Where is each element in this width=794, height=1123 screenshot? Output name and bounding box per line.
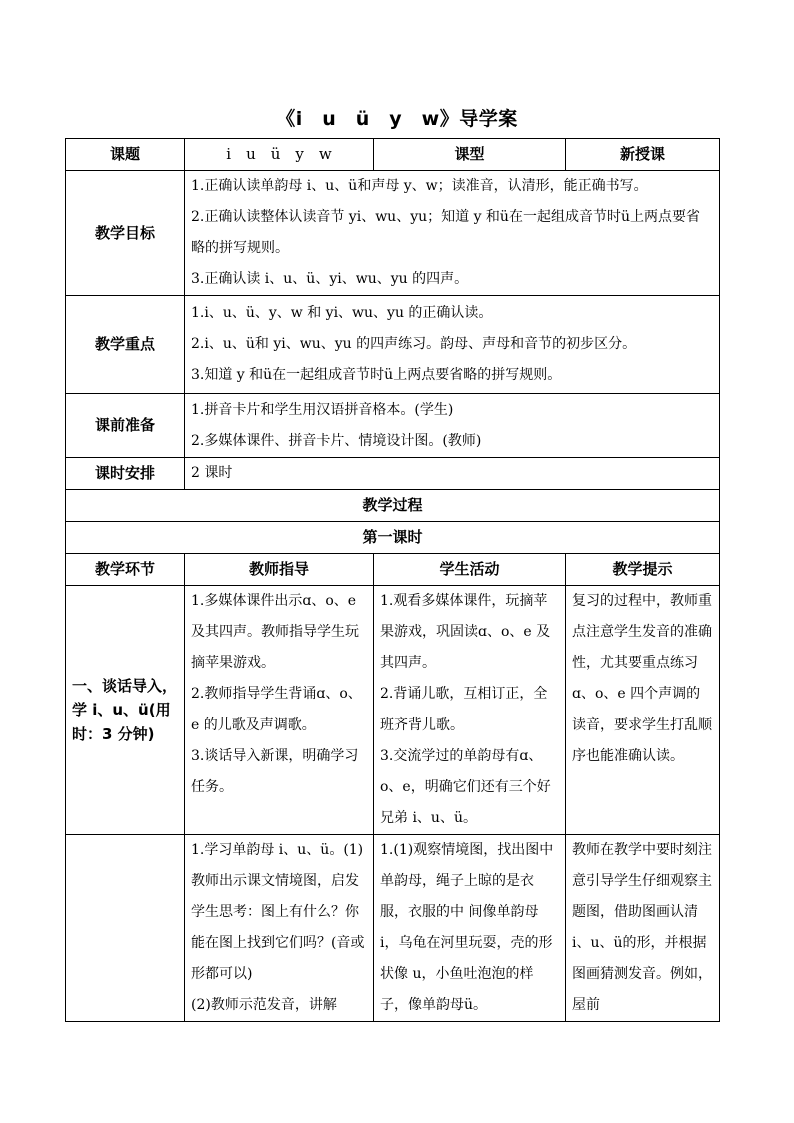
teacher-step: 1.多媒体课件出示ɑ、o、e 及其四声。教师指导学生玩摘苹果游戏。: [191, 593, 359, 671]
student-step: 2.背诵儿歌，互相订正，全班齐背儿歌。: [380, 686, 548, 733]
student-step: 1.观看多媒体课件，玩摘苹果游戏，巩固读ɑ、o、e 及其四声。: [380, 593, 551, 671]
tip-text: 复习的过程中，教师重点注意学生发音的准确性，尤其要重点练习ɑ、o、e 四个声调的读音，要求学生打乱顺序也能准确认读。: [572, 593, 712, 764]
goal-item: 1.正确认读单韵母 i、u、ü和声母 y、w；读准音，认清形，能正确书写。: [191, 178, 648, 194]
lesson-title: 第一课时: [66, 522, 720, 554]
key-points-content: [185, 296, 720, 394]
teacher-step: 1.学习单韵母 i、u、ü。(1)教师出示课文情境图，启发学生思考：图上有什么？你能在图上找到它们吗？(音或形都可以): [191, 842, 365, 982]
document-title: 《i u ü y w》导学案: [276, 108, 518, 130]
preparation-label: 课前准备: [66, 394, 185, 458]
student-step: 3.交流学过的单韵母有ɑ、o、e，明确它们还有三个好兄弟 i、u、ü。: [380, 748, 551, 826]
lesson-title-row: [66, 522, 720, 554]
teaching-tip: [566, 586, 720, 835]
teaching-tip: [566, 835, 720, 1022]
key-points-row: [66, 296, 720, 394]
process-title: 教学过程: [66, 490, 720, 522]
schedule-row: [66, 458, 720, 490]
column-header: 教师指导: [185, 554, 374, 586]
schedule-label: 课时安排: [66, 458, 185, 490]
teacher-guidance: [185, 586, 374, 835]
stage-label: [66, 835, 185, 1022]
preparation-row: [66, 394, 720, 458]
schedule-value: 2 课时: [185, 458, 720, 490]
teacher-step: 3.谈话导入新课，明确学习任务。: [191, 748, 359, 795]
student-activity: [374, 835, 566, 1022]
teacher-step: 2.教师指导学生背诵ɑ、o、e 的儿歌及声调歌。: [191, 686, 362, 733]
key-points-label: 教学重点: [66, 296, 185, 394]
student-activity: [374, 586, 566, 835]
key-point-item: 3.知道 y 和ü在一起组成音节时ü上两点要省略的拼写规则。: [191, 367, 562, 383]
preparation-item: 1.拼音卡片和学生用汉语拼音格本。(学生): [191, 401, 454, 418]
goals-content: [185, 171, 720, 296]
type-value: 新授课: [566, 139, 720, 171]
student-step: 1.(1)观察情境图，找出图中单韵母，绳子上晾的是衣服，衣服的中 间像单韵母 i，乌龟在河里玩耍，壳的形状像 u，小鱼吐泡泡的样子，像单韵母ü。: [380, 842, 554, 1013]
goal-item: 2.正确认读整体认读音节 yi、wu、yu；知道 y 和ü在一起组成音节时ü上两点要省略的拼写规则。: [191, 209, 700, 256]
lesson-plan-table: [65, 138, 720, 1022]
goals-label: 教学目标: [66, 171, 185, 296]
topic-value: i u ü y w: [185, 139, 374, 171]
column-header: 教学提示: [566, 554, 720, 586]
process-row: [66, 835, 720, 1022]
stage-label: 一、谈话导入，学 i、u、ü(用时：3 分钟): [66, 586, 185, 835]
key-point-item: 1.i、u、ü、y、w 和 yi、wu、yu 的正确认读。: [191, 305, 493, 321]
topic-label: 课题: [66, 139, 185, 171]
type-label: 课型: [374, 139, 566, 171]
teacher-guidance: [185, 835, 374, 1022]
goal-item: 3.正确认读 i、u、ü、yi、wu、yu 的四声。: [191, 271, 469, 287]
column-header: 学生活动: [374, 554, 566, 586]
goals-row: [66, 171, 720, 296]
process-row: [66, 586, 720, 835]
key-point-item: 2.i、u、ü和 yi、wu、yu 的四声练习。韵母、声母和音节的初步区分。: [191, 336, 637, 352]
preparation-content: [185, 394, 720, 458]
tip-text: 教师在教学中要时刻注意引导学生仔细观察主题图，借助图画认清 i、u、ü的形，并根据 图画猜测发音。例如，屋前: [572, 842, 712, 1013]
column-header: 教学环节: [66, 554, 185, 586]
column-header-row: [66, 554, 720, 586]
topic-row: [66, 139, 720, 171]
preparation-item: 2.多媒体课件、拼音卡片、情境设计图。(教师): [191, 432, 482, 449]
process-title-row: [66, 490, 720, 522]
teacher-step: (2)教师示范发音，讲解: [191, 997, 337, 1013]
